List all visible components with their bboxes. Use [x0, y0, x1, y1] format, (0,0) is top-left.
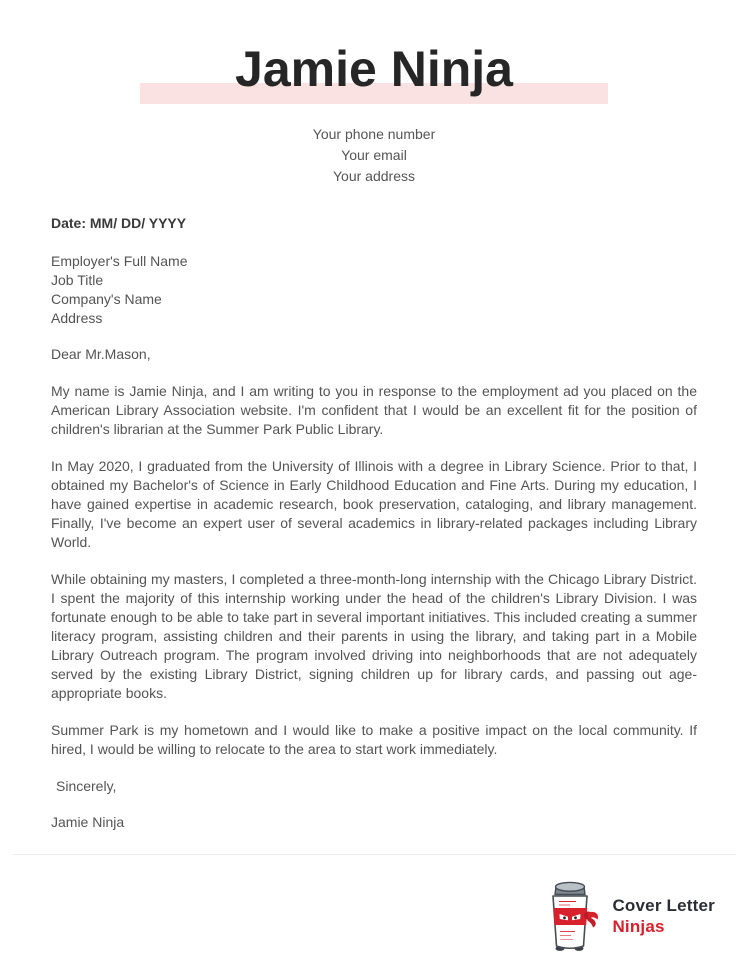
contact-address: Your address [333, 168, 415, 184]
scroll-ninja-icon [542, 880, 600, 952]
date-line: Date: MM/ DD/ YYYY [51, 215, 187, 231]
footer-divider [12, 854, 736, 855]
salutation: Dear Mr.Mason, [51, 346, 151, 362]
paragraph-internship: While obtaining my masters, I completed a three-month-long internship with the Chicago Library District. I spent the majority of this internship working under the head of the children's Library Division. I was fortunate enough to be able to take part in several important initiatives. This included creating a summer literacy program, assisting children and their parents in using the library, and taking part in a Mobile Library Outreach program. The program involved driving into neighborhoods that are not adequately served by the existing Library District, signing children up for library cards, and passing out age-appropriate books. [51, 571, 697, 701]
recipient-company-name: Company's Name [51, 291, 162, 307]
contact-phone: Your phone number [312, 126, 436, 142]
recipient-address: Address [51, 310, 103, 326]
recipient-employer-name: Employer's Full Name [51, 253, 188, 269]
closing-line: Sincerely, [56, 778, 117, 794]
logo-text [612, 895, 715, 937]
recipient-job-title: Job Title [51, 272, 104, 288]
paragraph-education: In May 2020, I graduated from the University of Illinois with a degree in Library Science. Prior to that, I obtained my Bachelor's of Science in Early Childhood Education and Fine Arts. During my education, I have gained expertise in academic research, book preservation, cataloging, and library management. Finally, I've become an expert user of several academics in library-related packages including Library World. [51, 458, 697, 550]
contact-email: Your email [341, 147, 407, 163]
paragraph-relocation: Summer Park is my hometown and I would like to make a positive impact on the local community. If hired, I would be willing to relocate to the area to start work immediately. [51, 722, 697, 757]
signature-name: Jamie Ninja [51, 814, 125, 830]
contact-info [0, 124, 748, 187]
logo-text-cover-letter: Cover Letter [612, 896, 715, 915]
candidate-name: Jamie Ninja [235, 41, 513, 97]
recipient-block [51, 252, 697, 328]
paragraph-introduction: My name is Jamie Ninja, and I am writing to you in response to the employment ad you placed on the American Library Association website. I'm confident that I would be an excellent fit for the position of children's librarian at the Summer Park Public Library. [51, 383, 697, 437]
logo-text-ninjas: Ninjas [612, 917, 665, 936]
footer-branding [542, 880, 715, 952]
